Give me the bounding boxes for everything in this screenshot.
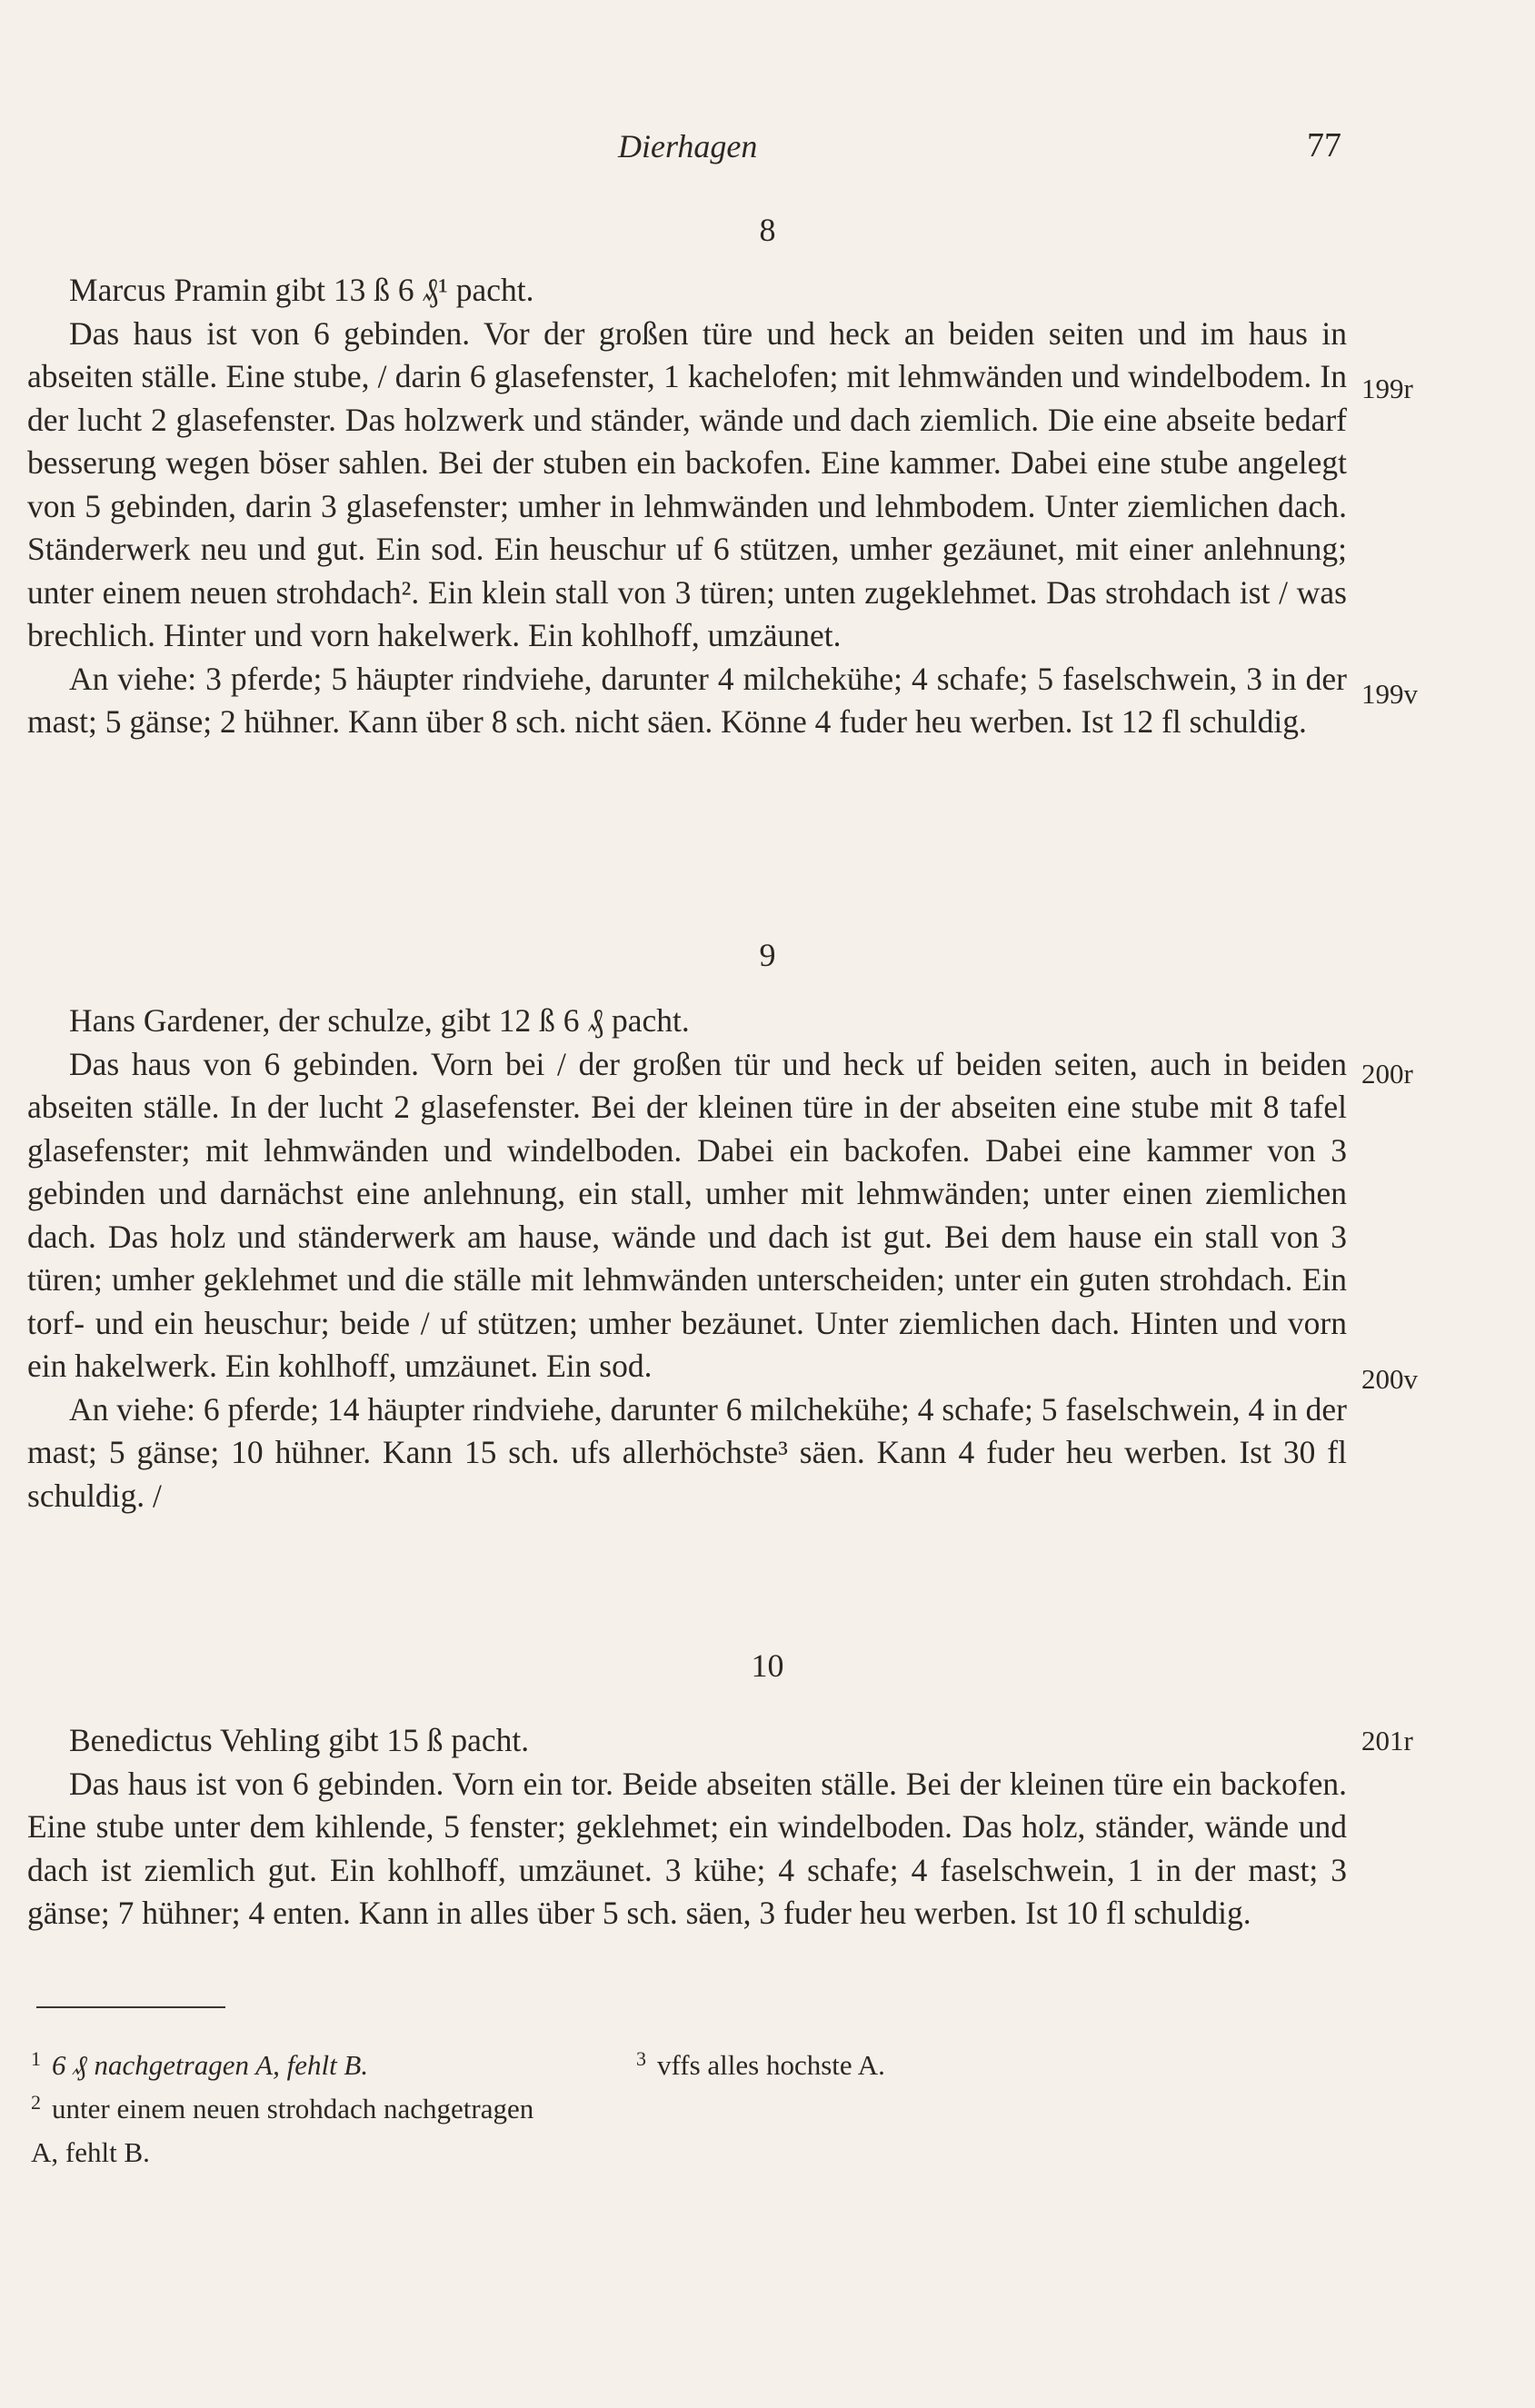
footnote-text: 6 ₰ nachgetragen A, fehlt B. <box>52 2049 369 2081</box>
entry-paragraph: Das haus ist von 6 gebinden. Vorn ein tor. Beide abseiten ställe. Bei der kleinen türe ein backofen. Eine stube unter dem kihlende, 5 fenster; geklehmet; ein windelboden. Das holz, ständer, wände und dach ist ziemlich gut. Ein kohlhoff, umzäunet. 3 kühe; 4 schafe; 4 faselschwein, 1 in der mast; 3 gänse; 7 hühner; 4 enten. Kann in alles über 5 sch. säen, 3 fuder heu werben. Ist 10 fl schuldig. <box>27 1765 1347 1931</box>
running-header-title: Dierhagen <box>618 128 758 164</box>
footnote-2 <box>31 2081 545 2174</box>
margin-folio-note: 201r <box>1361 1725 1413 1756</box>
footnote-number: 2 <box>31 2091 41 2114</box>
entry-text-8 <box>27 269 1347 744</box>
footnote-3 <box>636 2037 885 2087</box>
entry-number: 8 <box>759 212 776 248</box>
footnote-divider <box>36 2006 225 2008</box>
entry-paragraph: An viehe: 3 pferde; 5 häupter rindviehe, darunter 4 milchekühe; 4 schafe; 5 faselschwein, 3 in der mast; 5 gänse; 2 hühner. Kann über 8 sch. nicht säen. Könne 4 fuder heu werben. Ist 12 fl schuldig. <box>27 660 1347 740</box>
footnote-number: 3 <box>636 2047 646 2070</box>
entry-heading: Marcus Pramin gibt 13 ß 6 ₰¹ pacht. <box>69 272 534 308</box>
footnote-1 <box>31 2037 549 2087</box>
margin-folio-note: 199r <box>1361 373 1413 404</box>
entry-paragraph: Das haus ist von 6 gebinden. Vor der großen türe und heck an beiden seiten und im haus in abseiten ställe. Eine stube, / darin 6 glasefenster, 1 kachelofen; mit lehmwänden und windelbodem. In der lucht 2 glasefenster. Das holzwerk und ständer, wände und dach ziemlich. Die eine abseite bedarf besserung wegen böser sahlen. Bei der stuben ein backofen. Eine kammer. Dabei eine stube angelegt von 5 gebinden, darin 3 glasefenster; umher in lehmwänden und lehmbodem. Unter ziemlichen dach. Ständerwerk neu und gut. Ein sod. Ein heuschur uf 6 stützen, umher gezäunet, mit einer anlehnung; unter einem neuen strohdach². Ein klein stall von 3 türen; unten zugeklehmet. Das strohdach ist / was brechlich. Hinter und vorn hakelwerk. Ein kohlhoff, umzäunet. <box>27 314 1347 653</box>
margin-folio-note: 200v <box>1361 1363 1418 1395</box>
entry-paragraph: Das haus von 6 gebinden. Vorn bei / der großen tür und heck uf beiden seiten, auch in beiden abseiten ställe. In der lucht 2 glasefenster. Bei der kleinen türe in der abseiten eine stube mit 8 tafel glasefenster; mit lehmwänden und windelboden. Dabei ein backofen. Dabei eine kammer von 3 gebinden und darnächst eine anlehnung, ein stall, umher mit lehmwänden; unter einen ziemlichen dach. Das holz und ständerwerk am hause, wände und dach ist gut. Bei dem hause ein stall von 3 türen; umher geklehmet und die ställe mit lehmwänden unterscheiden; unter ein guten strohdach. Ein torf- und ein heuschur; beide / uf stützen; umher bezäunet. Unter ziemlichen dach. Hinten und vorn ein hakelwerk. Ein kohlhoff, umzäunet. Ein sod. <box>27 1045 1347 1384</box>
footnote-number: 1 <box>31 2047 41 2070</box>
entry-text-9 <box>27 1000 1347 1517</box>
margin-folio-note: 199v <box>1361 678 1418 710</box>
entry-number: 9 <box>759 937 776 973</box>
entry-number: 10 <box>751 1647 784 1684</box>
entry-heading: Hans Gardener, der schulze, gibt 12 ß 6 ₰ pacht. <box>69 1002 690 1039</box>
entry-heading: Benedictus Vehling gibt 15 ß pacht. <box>69 1722 530 1758</box>
margin-folio-note: 200r <box>1361 1058 1413 1090</box>
entry-text-10 <box>27 1719 1347 1935</box>
footnote-text: vffs alles hochste A. <box>657 2049 885 2081</box>
footnote-text: unter einem neuen strohdach nachgetragen A, fehlt B. <box>31 2093 534 2168</box>
page-number: 77 <box>1307 126 1341 164</box>
entry-paragraph: An viehe: 6 pferde; 14 häupter rindviehe, darunter 6 milchekühe; 4 schafe; 5 faselschwein, 4 in der mast; 5 gänse; 10 hühner. Kann 15 sch. ufs allerhöchste³ säen. Kann 4 fuder heu werben. Ist 30 fl schuldig. / <box>27 1390 1347 1514</box>
